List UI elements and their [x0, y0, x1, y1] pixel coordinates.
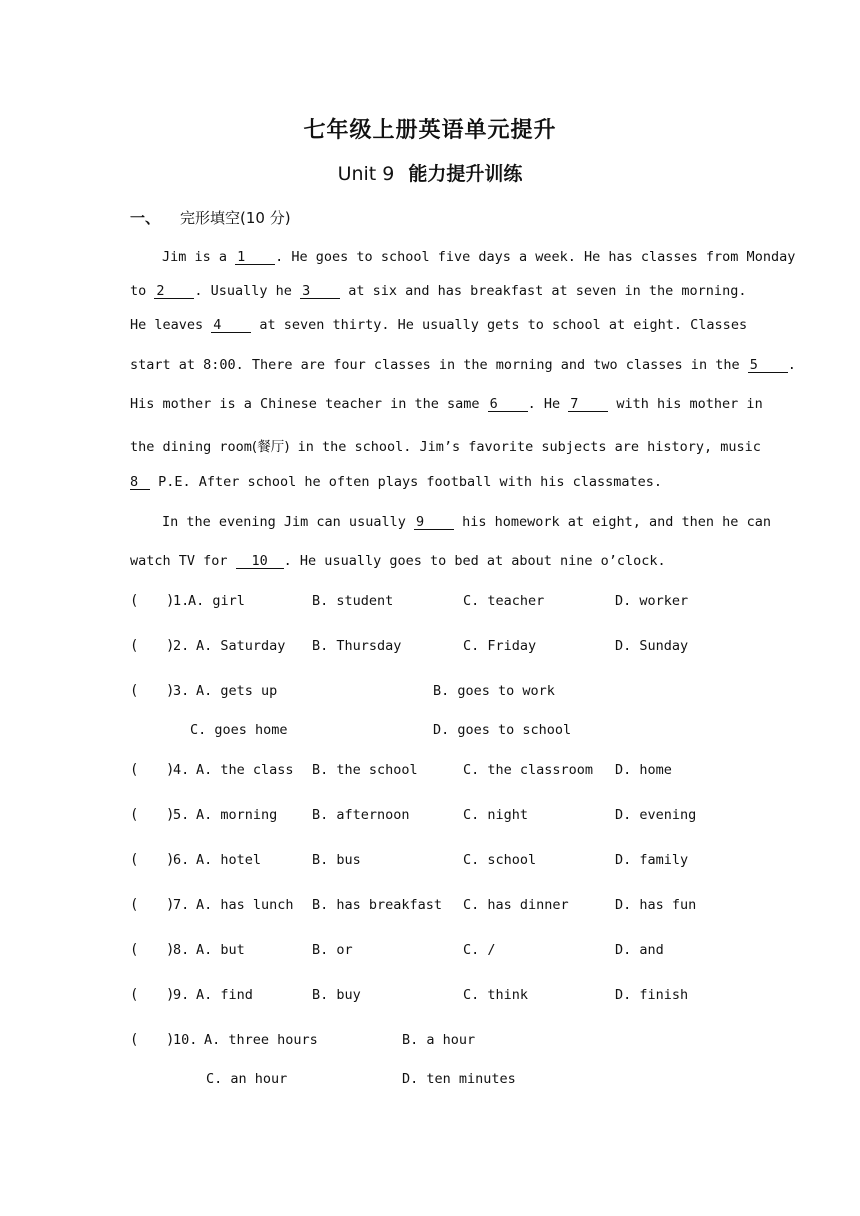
- question-number: 4.: [173, 762, 190, 778]
- option-c[interactable]: C. an hour: [206, 1071, 288, 1087]
- passage-text: at six and has breakfast at seven in the morning.: [340, 283, 747, 299]
- option-c[interactable]: C. teacher: [463, 593, 545, 609]
- option-b[interactable]: B. afternoon: [312, 807, 410, 823]
- option-b[interactable]: B. a hour: [402, 1032, 476, 1048]
- answer-paren-close: ): [166, 638, 175, 654]
- option-a[interactable]: A. Saturday: [196, 638, 286, 654]
- blank-6[interactable]: 6: [488, 397, 528, 412]
- option-d[interactable]: D. goes to school: [433, 722, 572, 738]
- section-heading: [130, 207, 291, 228]
- unit-label: Unit 9: [337, 163, 395, 185]
- option-c[interactable]: C. night: [463, 807, 529, 823]
- option-b[interactable]: B. the school: [312, 762, 418, 778]
- passage-text: his homework at eight, and then he can: [453, 514, 771, 530]
- passage-line-6: [130, 435, 761, 455]
- option-d[interactable]: D. finish: [615, 987, 689, 1003]
- passage-line-3: [130, 317, 748, 333]
- unit-heading: [0, 159, 860, 186]
- passage-text: In the evening Jim can usually: [162, 514, 414, 530]
- option-c[interactable]: C. goes home: [190, 722, 288, 738]
- option-d[interactable]: D. has fun: [615, 897, 697, 913]
- passage-text: to: [130, 283, 155, 299]
- passage-text: watch TV for: [130, 553, 236, 569]
- option-b[interactable]: B. Thursday: [312, 638, 402, 654]
- unit-subtitle: 能力提升训练: [408, 163, 523, 185]
- option-a[interactable]: A. girl: [188, 593, 245, 609]
- answer-paren-close: ): [166, 1032, 175, 1048]
- option-c[interactable]: C. the classroom: [463, 762, 594, 778]
- answer-paren-open: (: [130, 1032, 139, 1048]
- option-a[interactable]: A. the class: [196, 762, 294, 778]
- passage-line-2: [130, 283, 747, 299]
- question-number: 7.: [173, 897, 190, 913]
- answer-paren-close: ): [166, 987, 175, 1003]
- blank-4[interactable]: 4: [211, 318, 251, 333]
- option-d[interactable]: D. home: [615, 762, 672, 778]
- answer-paren-close: ): [166, 762, 175, 778]
- option-a[interactable]: A. three hours: [204, 1032, 318, 1048]
- option-c[interactable]: C. has dinner: [463, 897, 569, 913]
- blank-1[interactable]: 1: [235, 250, 275, 265]
- blank-7[interactable]: 7: [568, 397, 608, 412]
- question-number: 1.: [173, 593, 190, 609]
- option-b[interactable]: B. goes to work: [433, 683, 555, 699]
- question-number: 2.: [173, 638, 190, 654]
- passage-text: at seven thirty. He usually gets to school at eight. Classes: [251, 317, 748, 333]
- passage-line-8: [162, 514, 771, 530]
- blank-3[interactable]: 3: [300, 284, 340, 299]
- section-number: 一、: [130, 209, 161, 227]
- answer-paren-open: (: [130, 852, 139, 868]
- option-a[interactable]: A. find: [196, 987, 253, 1003]
- option-d[interactable]: D. and: [615, 942, 664, 958]
- option-b[interactable]: B. has breakfast: [312, 897, 443, 913]
- blank-9[interactable]: 9: [414, 515, 454, 530]
- blank-2[interactable]: 2: [154, 284, 194, 299]
- option-a[interactable]: A. has lunch: [196, 897, 294, 913]
- passage-line-5: [130, 396, 763, 412]
- option-a[interactable]: A. gets up: [196, 683, 278, 699]
- page-title: 七年级上册英语单元提升: [303, 118, 557, 143]
- blank-8[interactable]: 8: [130, 475, 150, 490]
- passage-text: . He usually goes to bed at about nine o’clock.: [283, 553, 666, 569]
- passage-text: He leaves: [130, 317, 212, 333]
- blank-5[interactable]: 5: [748, 358, 788, 373]
- answer-paren-open: (: [130, 638, 139, 654]
- option-c[interactable]: C. Friday: [463, 638, 537, 654]
- passage-text: with his mother in: [608, 396, 763, 412]
- section-title: 完形填空(10 分): [180, 209, 291, 227]
- answer-paren-open: (: [130, 762, 139, 778]
- answer-paren-open: (: [130, 683, 139, 699]
- question-number: 6.: [173, 852, 190, 868]
- option-c[interactable]: C. think: [463, 987, 529, 1003]
- answer-paren-open: (: [130, 897, 139, 913]
- answer-paren-close: ): [166, 807, 175, 823]
- option-d[interactable]: D. family: [615, 852, 689, 868]
- passage-line-9: [130, 553, 730, 569]
- passage-text: in the school. Jim’s favorite subjects are history, music: [289, 439, 761, 455]
- passage-text: the dining room: [130, 439, 252, 455]
- question-number: 8.: [173, 942, 190, 958]
- question-number: 3.: [173, 683, 190, 699]
- option-b[interactable]: B. bus: [312, 852, 361, 868]
- option-d[interactable]: D. worker: [615, 593, 689, 609]
- option-a[interactable]: A. hotel: [196, 852, 262, 868]
- answer-paren-close: ): [166, 852, 175, 868]
- option-a[interactable]: A. morning: [196, 807, 278, 823]
- answer-paren-close: ): [166, 683, 175, 699]
- passage-text: His mother is a Chinese teacher in the same: [130, 396, 488, 412]
- question-number: 10.: [173, 1032, 198, 1048]
- passage-text: P.E. After school he often plays football with his classmates.: [150, 474, 663, 490]
- answer-paren-open: (: [130, 942, 139, 958]
- passage-gloss: (餐厅): [251, 439, 290, 455]
- option-c[interactable]: C. school: [463, 852, 537, 868]
- option-d[interactable]: D. ten minutes: [402, 1071, 516, 1087]
- option-b[interactable]: B. buy: [312, 987, 361, 1003]
- option-d[interactable]: D. Sunday: [615, 638, 689, 654]
- answer-paren-close: ): [166, 593, 175, 609]
- passage-line-7: [130, 474, 730, 490]
- passage-text: . He goes to school five days a week. He has classes from Monday: [275, 249, 796, 265]
- question-number: 9.: [173, 987, 190, 1003]
- option-b[interactable]: B. or: [312, 942, 353, 958]
- answer-paren-close: ): [166, 942, 175, 958]
- passage-line-1: [162, 249, 796, 265]
- option-d[interactable]: D. evening: [615, 807, 697, 823]
- option-c[interactable]: C. /: [463, 942, 496, 958]
- passage-text: start at 8:00. There are four classes in the morning and two classes in the: [130, 357, 748, 373]
- passage-text: . He: [527, 396, 569, 412]
- blank-10[interactable]: 10: [236, 554, 284, 569]
- option-b[interactable]: B. student: [312, 593, 394, 609]
- passage-line-4: [130, 357, 796, 373]
- option-a[interactable]: A. but: [196, 942, 245, 958]
- answer-paren-open: (: [130, 987, 139, 1003]
- question-number: 5.: [173, 807, 190, 823]
- answer-paren-close: ): [166, 897, 175, 913]
- passage-text: Jim is a: [162, 249, 236, 265]
- answer-paren-open: (: [130, 593, 139, 609]
- answer-paren-open: (: [130, 807, 139, 823]
- passage-text: .: [787, 357, 796, 373]
- passage-text: . Usually he: [194, 283, 301, 299]
